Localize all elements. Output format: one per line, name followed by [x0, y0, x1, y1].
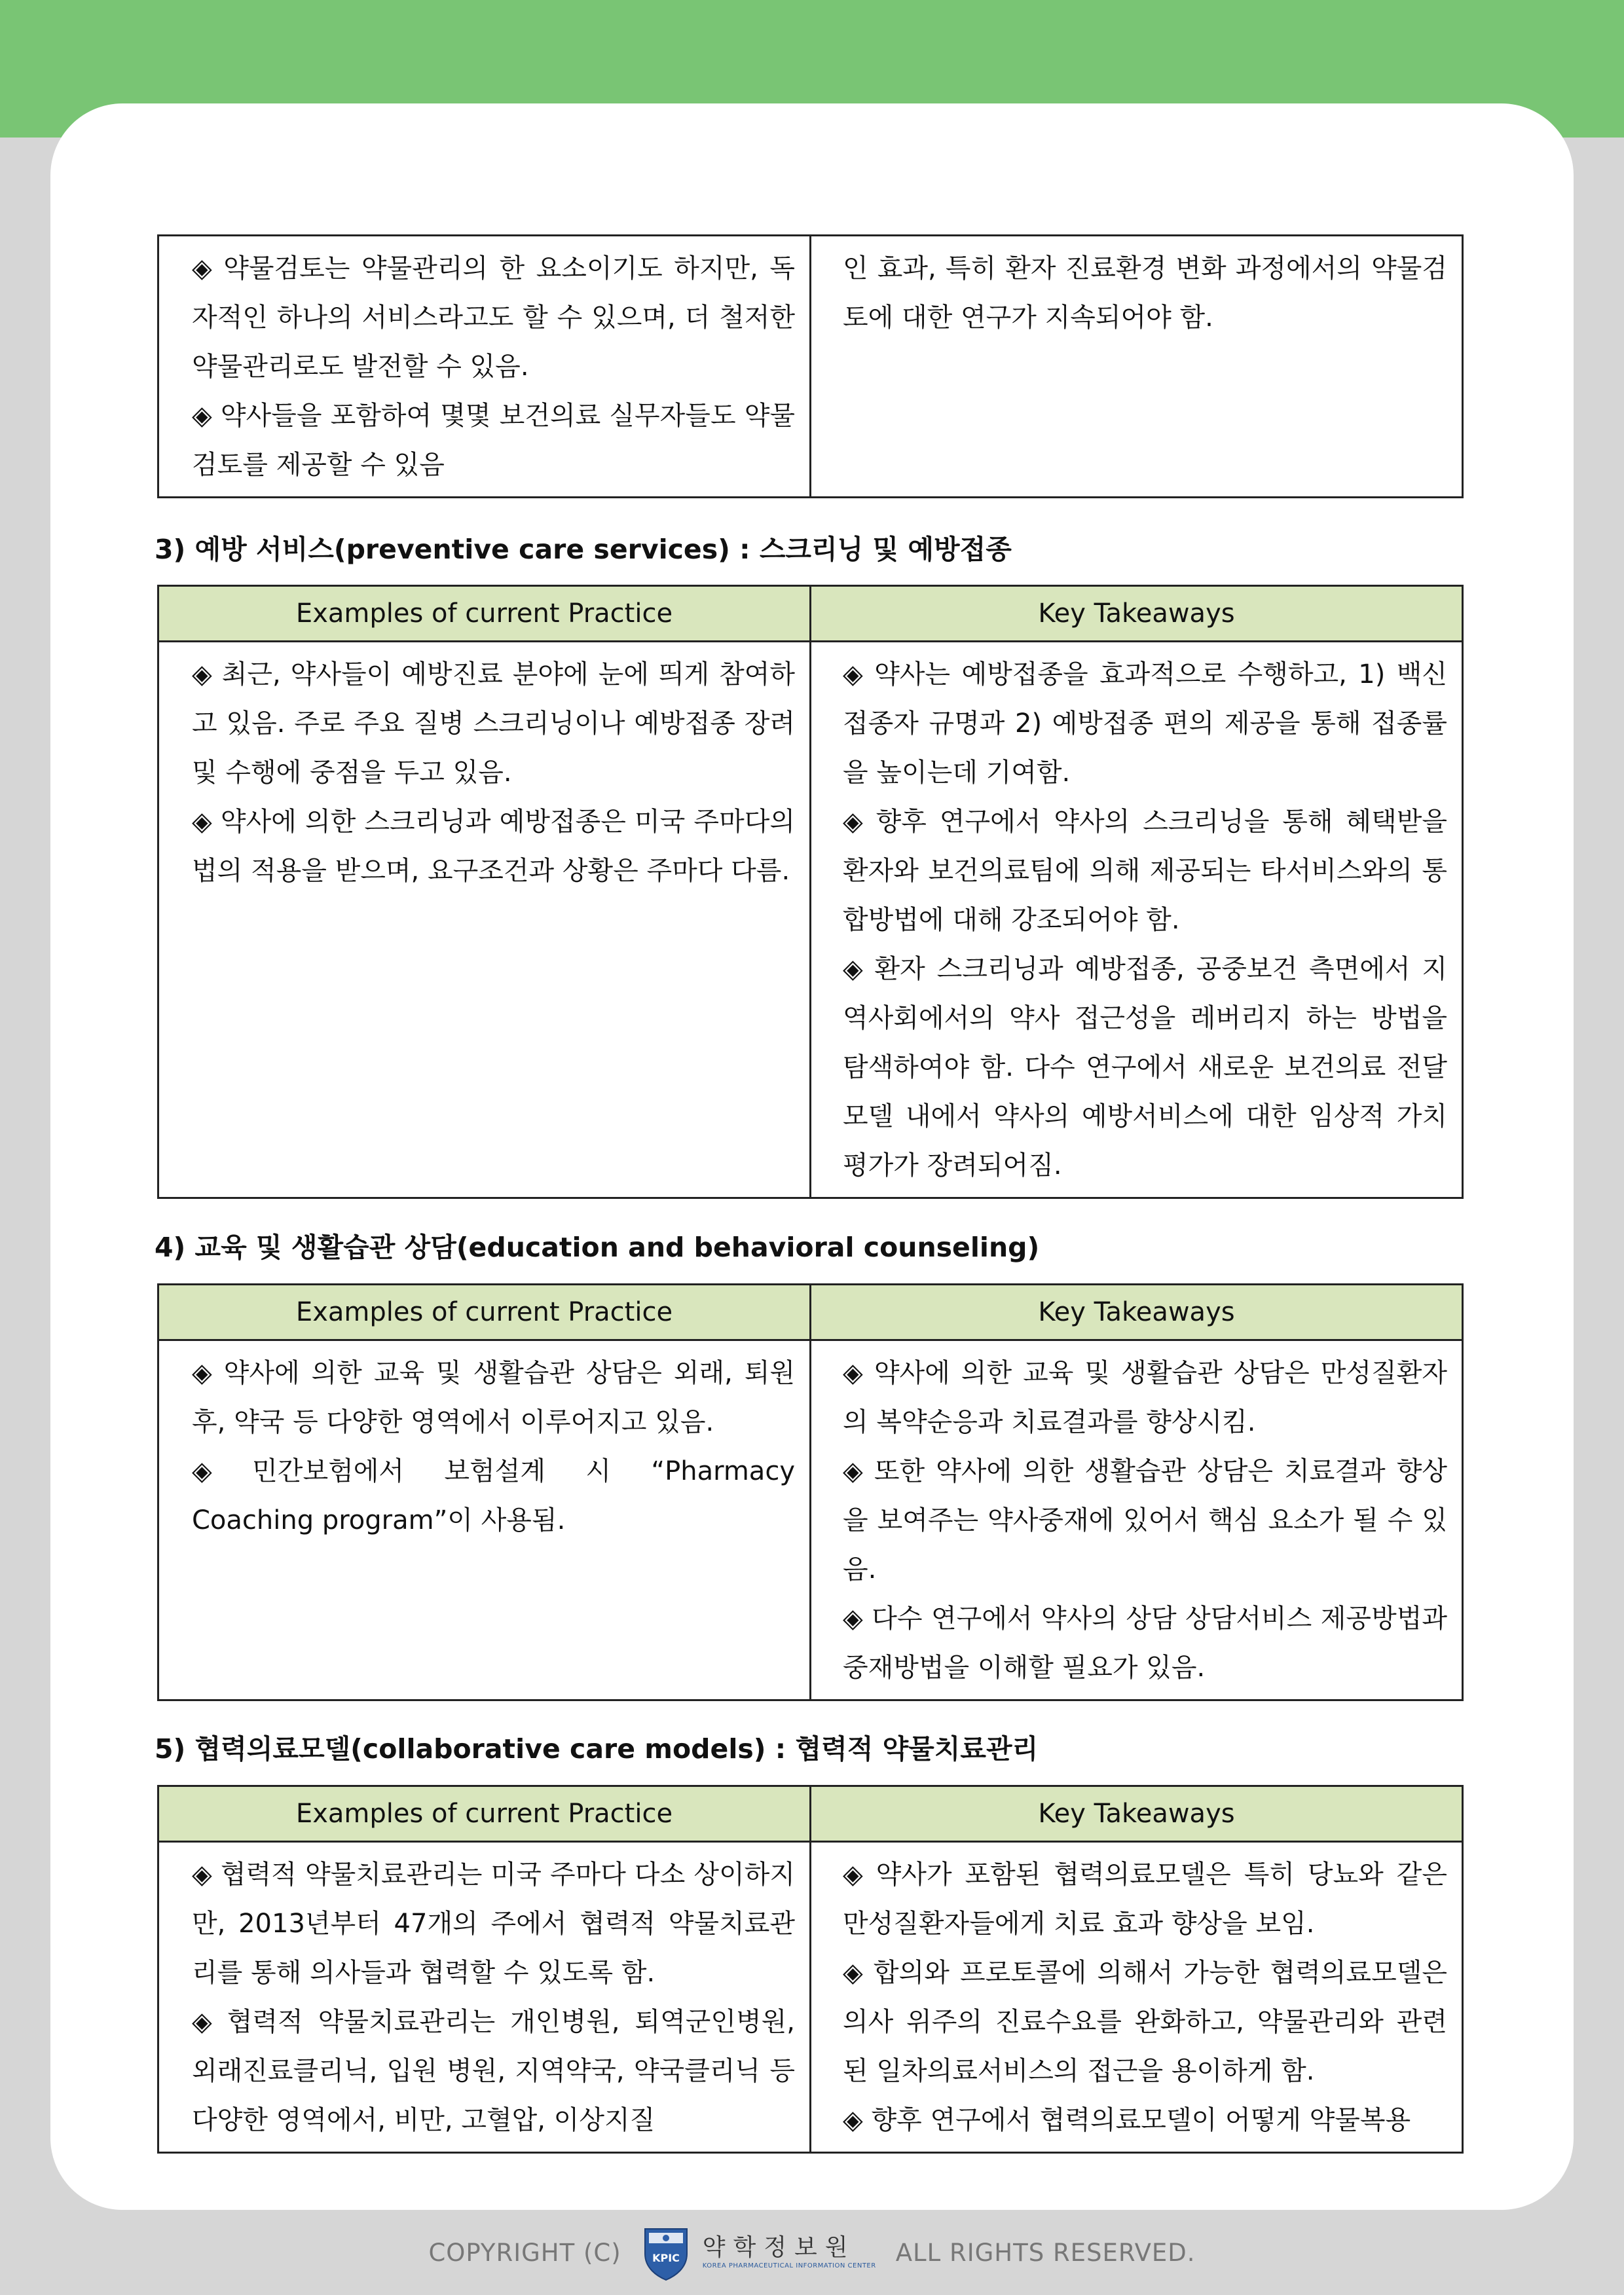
- list-item: ◈ 향후 연구에서 협력의료모델이 어떻게 약물복용: [843, 2105, 1411, 2135]
- list-item: ◈ 또한 약사에 의한 생활습관 상담은 치료결과 향상을 보여주는 약사중재에 있어서 핵심 요소가 될 수 있음.: [843, 1456, 1447, 1585]
- rights-text: ALL RIGHTS RESERVED.: [895, 2238, 1196, 2267]
- list-item: ◈ 민간보험에서 보험설계 시 “Pharmacy Coaching program”이 사용됨.: [192, 1456, 795, 1535]
- section-heading-collaborative: 5) 협력의료모델(collaborative care models) : 협력적 약물치료관리: [155, 1733, 1039, 1765]
- brand-block: [703, 2234, 876, 2271]
- continued-right-cell: [811, 236, 1463, 498]
- education-table: [157, 1283, 1464, 1701]
- brand-korean: 약학정보원: [702, 2234, 856, 2261]
- examples-cell: [158, 1340, 811, 1700]
- takeaways-cell: [811, 1842, 1463, 2153]
- list-item: 인 효과, 특히 환자 진료환경 변화 과정에서의 약물검토에 대한 연구가 지속되어야 함.: [843, 253, 1447, 333]
- column-header-takeaways: Key Takeaways: [811, 1285, 1463, 1340]
- brand-english: KOREA PHARMACEUTICAL INFORMATION CENTER: [702, 2262, 876, 2269]
- list-item: ◈ 약사가 포함된 협력의료모델은 특히 당뇨와 같은 만성질환자들에게 치료 효과 향상을 보임.: [843, 1860, 1447, 1939]
- copyright-text: COPYRIGHT (C): [428, 2238, 621, 2267]
- continued-left-cell: [158, 236, 811, 498]
- list-item: ◈ 약사들을 포함하여 몇몇 보건의료 실무자들도 약물검토를 제공할 수 있음: [192, 401, 795, 480]
- footer: [0, 2226, 1624, 2279]
- column-header-takeaways: Key Takeaways: [811, 586, 1463, 642]
- column-header-examples: Examples of current Practice: [158, 1285, 811, 1340]
- logo-text: KPIC: [652, 2252, 680, 2264]
- list-item: ◈ 합의와 프로토콜에 의해서 가능한 협력의료모델은 의사 위주의 진료수요를 완화하고, 약물관리와 관련된 일차의료서비스의 접근을 용이하게 함.: [843, 1958, 1447, 2086]
- takeaways-cell: [811, 642, 1463, 1198]
- list-item: ◈ 약물검토는 약물관리의 한 요소이기도 하지만, 독자적인 하나의 서비스라고도 할 수 있으며, 더 철저한 약물관리로도 발전할 수 있음.: [192, 253, 795, 382]
- list-item: ◈ 향후 연구에서 약사의 스크리닝을 통해 혜택받을 환자와 보건의료팀에 의해 제공되는 타서비스와의 통합방법에 대해 강조되어야 함.: [843, 807, 1447, 935]
- collaborative-table: [157, 1785, 1464, 2154]
- list-item: ◈ 협력적 약물치료관리는 개인병원, 퇴역군인병원, 외래진료클리닉, 입원 병원, 지역약국, 약국클리닉 등 다양한 영역에서, 비만, 고혈압, 이상지질: [192, 2007, 795, 2135]
- column-header-examples: Examples of current Practice: [158, 1786, 811, 1842]
- preventive-table: [157, 585, 1464, 1199]
- section-heading-preventive: 3) 예방 서비스(preventive care services) : 스크리닝 및 예방접종: [155, 534, 1012, 565]
- list-item: ◈ 약사는 예방접종을 효과적으로 수행하고, 1) 백신 접종자 규명과 2) 예방접종 편의 제공을 통해 접종률을 높이는데 기여함.: [843, 659, 1447, 788]
- list-item: ◈ 약사에 의한 교육 및 생활습관 상담은 만성질환자의 복약순응과 치료결과를 향상시킴.: [843, 1358, 1447, 1437]
- examples-cell: [158, 642, 811, 1198]
- column-header-takeaways: Key Takeaways: [811, 1786, 1463, 1842]
- takeaways-cell: [811, 1340, 1463, 1700]
- section-heading-education: 4) 교육 및 생활습관 상담(education and behavioral counseling): [155, 1232, 1040, 1263]
- column-header-examples: Examples of current Practice: [158, 586, 811, 642]
- list-item: ◈ 다수 연구에서 약사의 상담 상담서비스 제공방법과 중재방법을 이해할 필요가 있음.: [843, 1604, 1447, 1683]
- kpic-shield-logo: [641, 2224, 691, 2281]
- list-item: ◈ 협력적 약물치료관리는 미국 주마다 다소 상이하지만, 2013년부터 47개의 주에서 협력적 약물치료관리를 통해 의사들과 협력할 수 있도록 함.: [192, 1860, 795, 1988]
- examples-cell: [158, 1842, 811, 2153]
- list-item: ◈ 환자 스크리닝과 예방접종, 공중보건 측면에서 지역사회에서의 약사 접근성을 레버리지 하는 방법을 탐색하여야 함. 다수 연구에서 새로운 보건의료 전달모델 내에서 약사의 예방서비스에 대한 임상적 가치평가가 장려되어짐.: [843, 954, 1447, 1181]
- continued-table: [157, 234, 1464, 498]
- list-item: ◈ 약사에 의한 교육 및 생활습관 상담은 외래, 퇴원 후, 약국 등 다양한 영역에서 이루어지고 있음.: [192, 1358, 795, 1437]
- list-item: ◈ 약사에 의한 스크리닝과 예방접종은 미국 주마다의 법의 적용을 받으며, 요구조건과 상황은 주마다 다름.: [192, 807, 795, 886]
- list-item: ◈ 최근, 약사들이 예방진료 분야에 눈에 띄게 참여하고 있음. 주로 주요 질병 스크리닝이나 예방접종 장려 및 수행에 중점을 두고 있음.: [192, 659, 795, 788]
